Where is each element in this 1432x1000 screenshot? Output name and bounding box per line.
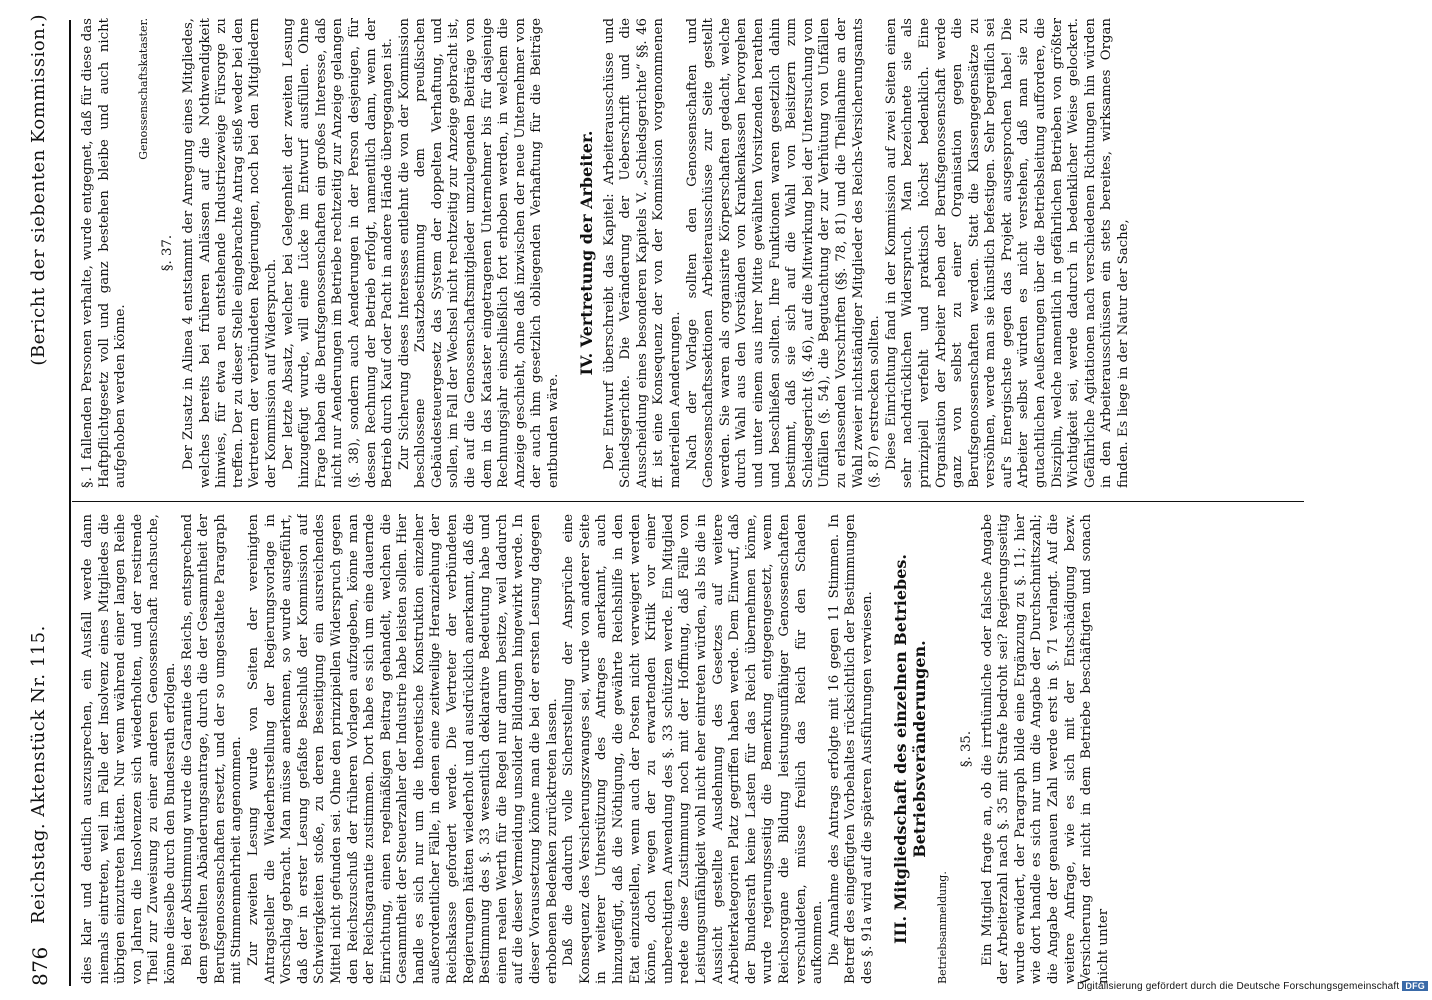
body-paragraph: Die Annahme des Antrags erfolgte mit 16 gegen 11 Stimmen. In Betreff des eingefügten Vorbehaltes rücksichtlich der Bestimmungen des §. 91a wird auf die späteren Ausführungen verwiesen.	[826, 514, 875, 984]
body-paragraph: §. 1 fallenden Personen verhalte, wurde entgegnet, daß für diese das Haftpflichtgesetz voll und ganz bestehen bleibe und auch nicht aufgehoben werden könne.	[80, 18, 129, 488]
header-left-title: Reichstag. Aktenstück Nr. 115.	[28, 625, 49, 924]
body-paragraph: Der Entwurf überschreibt das Kapitel: Arbeiterausschüsse und Schiedsgerichte. Die Veränderung der Ueberschrift und die Ausscheidung eines besonderen Kapitels V. „Schiedsgerichte“ §§. 46 ff. ist eine Konsequenz der von der Kommission vorgenommenen materiellen Aenderungen.	[601, 18, 683, 488]
body-paragraph: Der Zusatz in Alinea 4 entstammt der Anregung eines Mitgliedes, welches bereits bei früheren Anlässen auf die Nothwendigkeit hinwies, für etwa neu entstehende Industriezweige Fürsorge zu treffen. Der zu dieser Stelle eingebrachte Antrag stieß weder bei den Vertretern der verbündeten Regierungen, noch bei den Mitgliedern der Kommission auf Widerspruch.	[180, 18, 279, 488]
section-heading: III. Mitgliedschaft des einzelnen Betriebes. Betriebsveränderungen.	[890, 554, 929, 944]
body-paragraph: Daß die dadurch volle Sicherstellung der Ansprüche eine Konsequenz des Versicherungszwanges sei, wurde von anderer Seite in weiterer Unterstützung des Antrages anerkannt, auch hinzugefügt, daß die Nöthigung, die gewährte Reichshilfe in den Etat einzustellen, wenn auch der Posten nicht verweigert werden könne, doch wegen der zu erwartenden Kritik vor einer unberechtigten Anwendung des §. 33 schützen werde. Ein Mitglied redete diese Zustimmung noch mit der Hoffnung, daß Fälle von Leistungsunfähigkeit wohl nicht eher eintreten würden, als bis die in Aussicht gestellte Ausdehnung des Gesetzes auf weitere Arbeiterkategorien Platz gegriffen haben werde. Dem Einwurf, daß der Bundesrath keine Lasten für das Reich übernehmen könne, wurde regierungsseitig die Bemerkung entgegengesetzt, wenn Reichsorgane die Bildung leistungsunfähiger Genossenschaften verschuldeten, müsse freilich das Reich für den Schaden aufkommen.	[561, 514, 826, 984]
body-paragraph: Diese Einrichtung fand in der Kommission auf zwei Seiten einen sehr nachdrücklichen Widerspruch. Man bezeichnete sie als prinzipiell verfehlt und praktisch höchst bedenklich. Eine Organisation der Arbeiter neben der Berufsgenossenschaft werde ganz von selbst zu einer Organisation gegen die Berufsgenossenschaften werden. Statt die Klassengegensätze zu versöhnen, werde man sie künstlich befestigen. Sehr begreiflich sei auf's Energischste gegen das Projekt ausgesprochen habe! Die Arbeiter selbst würden es nicht verstehen, daß man sie zu gutachtlichen Aeußerungen über die Betriebsleitung auffordere, die Disziplin, welche namentlich in gefährlichen Betrieben von größter Wichtigkeit sei, werde dadurch in bedenklicher Weise gelockert. Gefährliche Agitationen nach verschiedenen Richtungen hin würden in den Arbeiterausschüssen ein stets bereites, wirksames Organ finden. Es liege in der Natur der Sache,	[883, 18, 1132, 488]
header-right-title: (Bericht der siebenten Kommission.)	[28, 14, 49, 366]
body-paragraph: Bei der Abstimmung wurde die Garantie des Reichs, entsprechend dem gestellten Abänderungsantrage, durch die der Gesammtheit der Berufsgenossenschaften ersetzt, und der so umgestaltete Paragraph mit Stimmenmehrheit angenommen.	[179, 514, 245, 984]
body-paragraph: Ein Mitglied fragte an, ob die irrthümliche oder falsche Angabe der Arbeiterzahl nach §. 35 mit Strafe bedroht sei? Regierungsseitig wurde erwidert, der Paragraph bilde eine Ergänzung zu §. 11; hier wie dort handle es sich nur um die Angabe der Durchschnittszahl; die Angabe der genauen Zahl werde erst in §. 71 verlangt. Auf die weitere Anfrage, wie es sich mit der Entschädigung bezw. Versicherung der nicht in dem Betriebe beschäftigten und sonach nicht unter	[979, 514, 1111, 984]
paragraph-number: §. 35.	[959, 730, 975, 768]
column-divider	[72, 501, 1304, 502]
paragraph-number: §. 37.	[160, 234, 176, 272]
body-paragraph: Der letzte Absatz, welcher bei Gelegenheit der zweiten Lesung hinzugefügt wurde, will eine Lücke im Entwurf ausfüllen. Ohne Frage haben die Berufsgenossenschaften ein großes Interesse, daß nicht nur Aenderungen im Betriebe rechtzeitig zur Anzeige gelangen (§. 38), sondern auch Aenderungen in der Person desjenigen, für dessen Rechnung der Betrieb erfolgt, namentlich dann, wenn der Betrieb durch Kauf oder Pacht in andere Hände übergegangen ist.	[280, 18, 396, 488]
page-footer	[0, 970, 1432, 1000]
page-header	[22, 14, 72, 986]
header-rule	[69, 20, 71, 986]
section-heading: IV. Vertretung der Arbeiter.	[576, 130, 596, 376]
body-paragraph: Nach der Vorlage sollten den Genossenschaften und Genossenschaftssektionen Arbeiterausschüsse zur Seite gestellt werden. Sie waren als organisirte Körperschaften gedacht, welche durch Wahl aus den Vorständen von Krankenkassen hervorgehen und unter einem aus ihrer Mitte gewählten Vorsitzenden berathen und beschließen sollten. Ihre Funktionen waren gesetzlich dahin bestimmt, daß sie sich auf die Wahl von Beisitzern zum Schiedsgericht (§. 46), auf die Mitwirkung bei der Untersuchung von Unfällen (§. 54), die Begutachtung der zur Verhütung von Unfällen zu erlassenden Vorschriften (§§. 78, 81) und die Theilnahme an der Wahl zweier nichtständiger Mitglieder des Reichs-Versicherungsamts (§. 87) erstrecken sollten.	[684, 18, 883, 488]
body-paragraph: dies klar und deutlich auszusprechen, ein Ausfall werde dann niemals eintreten, weil im Falle der Insolvenz eines Mitgliedes die übrigen einzutreten hätten. Nur wenn während einer langen Reihe von Jahren die Insolvenzen sich wiederholten, und der restirende Theil zur Zuweisung zu einer anderen Genossenschaft nachsuche, könne dieselbe durch den Bundesrath erfolgen.	[80, 514, 178, 984]
body-paragraph: Zur Sicherung dieses Interesses entlehnt die von der Kommission beschlossene Zusatzbestimmung dem preußischen Gebäudesteuergesetz das System der doppelten Verhaftung, und sollen, im Fall der Wechsel nicht rechtzeitig zur Anzeige gebracht ist, die auf die Genossenschaftsmitglieder umzulegenden Beiträge von dem in das Kataster eingetragenen Unternehmer bis für dasjenige Rechnungsjahr einschließlich fort erhoben werden, in welchem die Anzeige geschieht, ohne daß inzwischen der neue Unternehmer von der auch ihm gesetzlich obliegenden Verhaftung für die Beiträge entbunden wäre.	[396, 18, 562, 488]
page-number: 876	[28, 946, 52, 986]
digitization-stamp	[1077, 981, 1428, 992]
digitization-stamp-text: Digitalisierung gefördert durch die Deutsche Forschungsgemeinschaft	[1076, 981, 1400, 992]
marginal-note: Betriebsanmeldung.	[935, 871, 949, 984]
marginal-note: Genossenschaftskataster.	[136, 18, 150, 160]
text-column-left	[80, 514, 1290, 984]
body-paragraph: Zur zweiten Lesung wurde von Seiten der vereinigten Antragsteller die Wiederherstellung der Regierungsvorlage in Vorschlag gebracht. Man müsse anerkennen, so wurde ausgeführt, daß der in erster Lesung gefaßte Beschluß der Kommission auf Schwierigkeiten stoße, zu deren Beseitigung ein ausreichendes Mittel nicht gefunden sei. Ohne den prinzipiellen Widerspruch gegen den Reichszuschuß der früheren Vorlagen aufzugeben, könne man der Reichsgarantie zustimmen. Dort habe es sich um eine dauernde Einrichtung, einen regelmäßigen Beitrag gehandelt, welchen die Gesammtheit der Steuerzahler der Industrie habe leisten sollen. Hier handle es sich nur um die theoretische Konstruktion einzelner außerordentlicher Fälle, in denen eine zeitweilige Heranziehung der Reichskasse gefordert werde. Die Vertreter der verbündeten Regierungen hätten wiederholt und ausdrücklich anerkannt, daß die Bestimmung des §. 33 wesentlich deklarative Bedeutung habe und einen realen Werth für die Regel nur darum besitze, weil dadurch auf die dieser Vermeidung unsolider Bildungen hingewirkt werde. In dieser Voraussetzung könne man die bei der ersten Lesung dagegen erhobenen Bedenken zurücktreten lassen.	[245, 514, 560, 984]
dfg-logo: DFG	[1402, 981, 1428, 991]
text-column-right	[80, 18, 1290, 488]
